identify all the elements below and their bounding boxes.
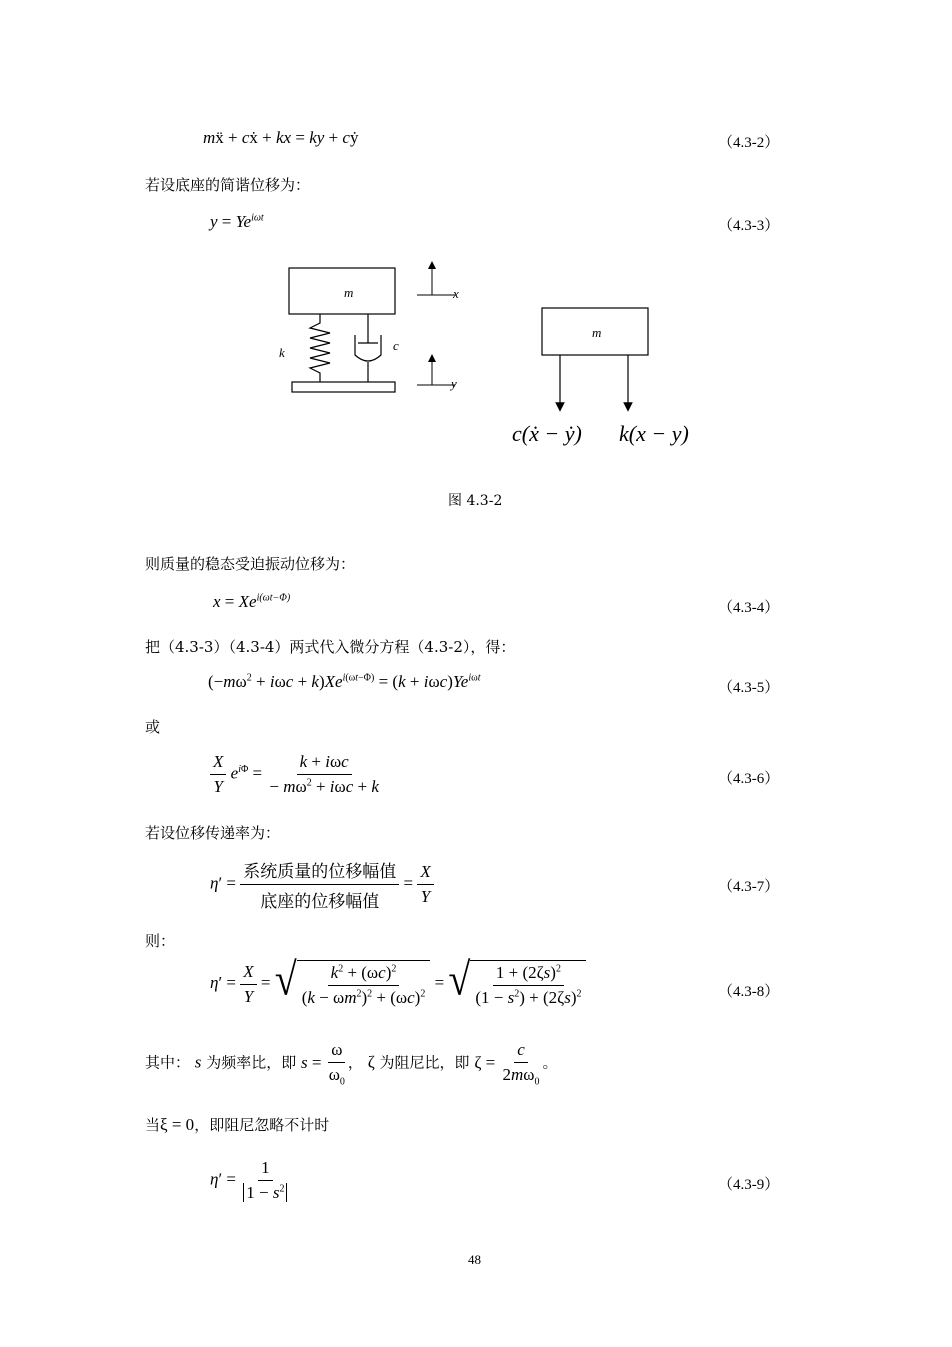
where-prefix: 其中： — [145, 1053, 191, 1072]
y-coordinate-arrow — [417, 358, 455, 385]
mass-label-right: m — [592, 325, 602, 340]
figure-caption: 图 4.3-2 — [448, 493, 503, 509]
y-label: y — [451, 376, 457, 391]
equation-4-3-8: η′ = $\frac{X}{Y}$ = √ $\frac{k^2 + (\omega c)^2}{(k - \omega m^2)^2 + (\omega c)^2}$ = √ $\frac{1 + (2\zeta s)^2}{(1 - s^2) + (2\zeta s)^2}$ — [210, 960, 586, 1008]
text-then: 则： — [145, 932, 176, 950]
text-substitute: 把（4.3-3）（4.3-4）两式代入微分方程（4.3-2），得： — [145, 638, 516, 656]
equation-4-3-5: $(-m\omega^2 + i\omega c + k)Xe^{i(\omega t-\Phi)} = (k + i\omega c)Ye^{i\omega t}$ — [208, 672, 481, 691]
where-s-text: 为频率比，即 — [206, 1053, 297, 1072]
force-label-damper: c(ẋ − ẏ) — [512, 421, 582, 446]
equation-4-3-2: mẍ + cẋ + kx = ky + cẏ — [203, 128, 359, 147]
eq7-numerator: 系统质量的位移幅值 — [240, 857, 399, 885]
when-prefix: 当 — [145, 1116, 161, 1134]
equation-number-4-3-7: （4.3-7） — [718, 879, 780, 895]
x-label: x — [453, 286, 459, 301]
equation-number-4-3-4: （4.3-4） — [718, 600, 780, 616]
equation-4-3-7: η′ = $\frac{\text{系统质量的位移幅值}}{\text{底座的位移幅值}}$ = $\frac{X}{Y}$ — [210, 857, 434, 912]
equation-number-4-3-3: （4.3-3） — [718, 218, 780, 234]
text-transmissibility: 若设位移传递率为： — [145, 824, 281, 842]
equation-number-4-3-6: （4.3-6） — [718, 771, 780, 787]
equation-number-4-3-8: （4.3-8） — [718, 984, 780, 1000]
text-steady-state: 则质量的稳态受迫振动位移为： — [145, 555, 356, 573]
equation-number-4-3-5: （4.3-5） — [718, 680, 780, 696]
figure-4-3-2 — [270, 255, 720, 455]
equation-4-3-4: $x = Xe^{i(\omega t-\Phi)}$ — [213, 592, 291, 611]
text-or: 或 — [145, 718, 161, 736]
where-zeta-text: 为阻尼比，即 — [379, 1053, 470, 1072]
equation-number-4-3-2: （4.3-2） — [718, 135, 780, 151]
damper — [355, 314, 381, 382]
when-suffix: ，即阻尼忽略不计时 — [194, 1116, 330, 1134]
equation-4-3-9: η′ = $\frac{1}{1 - s^2}$ — [210, 1158, 290, 1203]
spring-label: k — [279, 345, 285, 360]
where-end: 。 — [542, 1053, 558, 1072]
x-coordinate-arrow — [417, 265, 455, 295]
equation-number-4-3-9: （4.3-9） — [718, 1177, 780, 1193]
text-where: 其中： s 为频率比，即 s = $\frac{\omega}{\omega_0}$ ， ζ 为阻尼比，即 ζ = $\frac{c}{2m\omega_0}$ 。 — [145, 1040, 558, 1088]
force-label-spring: k(x − y) — [619, 421, 689, 446]
text-when: 当ξ = 0，即阻尼忽略不计时 — [145, 1115, 330, 1134]
mass-block-left — [289, 268, 395, 314]
equation-4-3-3: $y = Ye^{i\omega t}$ — [210, 212, 264, 231]
base-block — [292, 382, 395, 392]
spring — [310, 314, 330, 382]
mass-label-left: m — [344, 285, 354, 300]
eq7-denominator: 底座的位移幅值 — [260, 892, 380, 912]
equation-4-3-6: $\frac{X}{Y}$ $e^{i\Phi}$ = $\frac{\text{k + iωc}}{- m\omega^2 + i\omega c + k}$ — [210, 752, 382, 797]
damper-label: c — [393, 338, 399, 353]
page-number: 48 — [468, 1252, 481, 1267]
text-base-displacement: 若设底座的简谐位移为： — [145, 176, 311, 194]
